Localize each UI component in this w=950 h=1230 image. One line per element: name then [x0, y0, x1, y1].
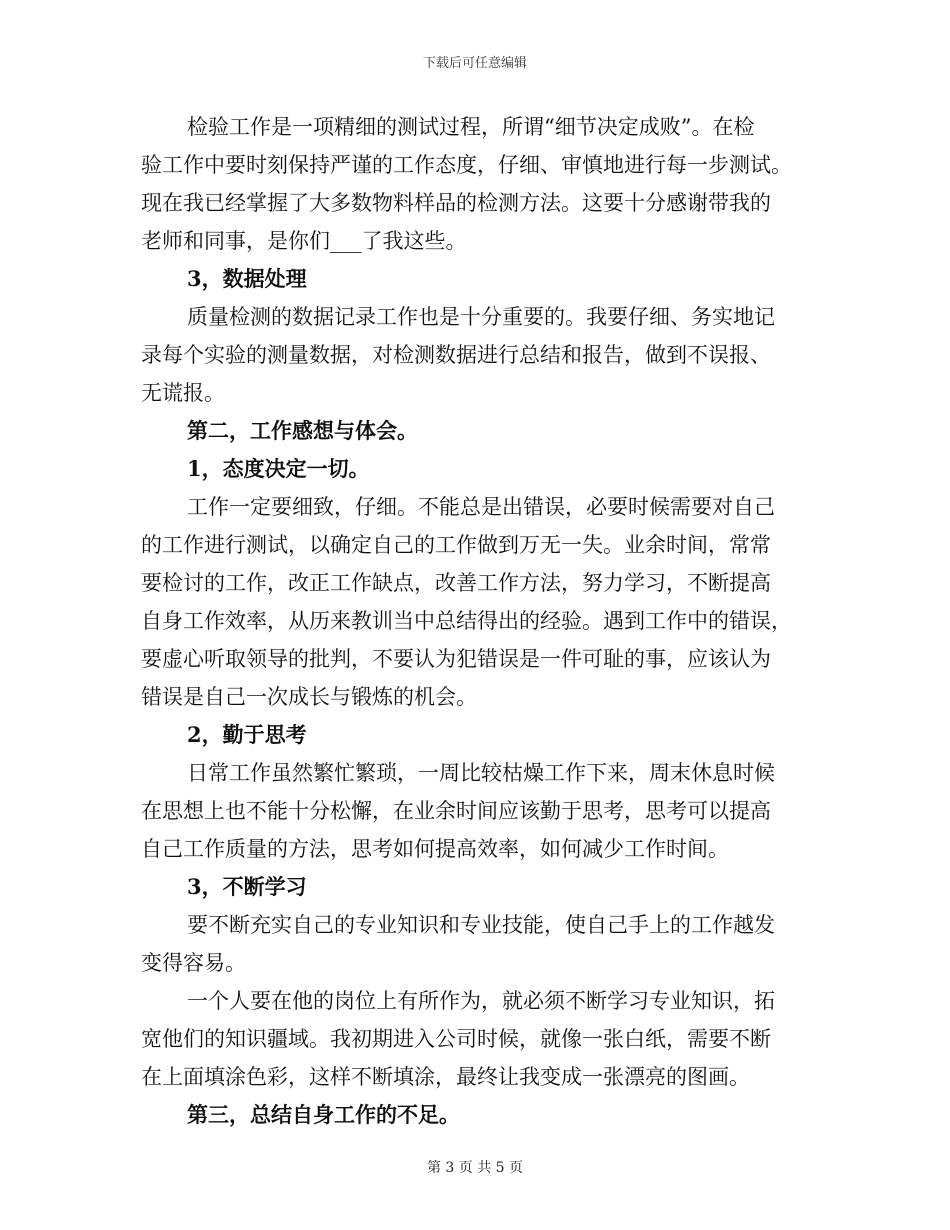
paragraph-line: 宽他们的知识疆域。我初期进入公司时候，就像一张白纸，需要不断 — [141, 1027, 771, 1051]
paragraph-line: 验工作中要时刻保持严谨的工作态度，仔细、审慎地进行每一步测试。 — [141, 153, 792, 177]
paragraph-line: 现在我已经掌握了大多数物料样品的检测方法。这要十分感谢带我的 — [141, 191, 771, 215]
paragraph-line: 变得容易。 — [141, 951, 246, 975]
section-heading: 1，态度决定一切。 — [187, 456, 370, 481]
section-heading: 3，数据处理 — [187, 266, 307, 291]
paragraph-line: 老师和同事，是你们___了我这些。 — [141, 229, 467, 253]
document-body — [141, 108, 809, 1134]
paragraph-line: 在上面填涂色彩，这样不断填涂，最终让我变成一张漂亮的图画。 — [141, 1065, 750, 1089]
section-heading: 2，勤于思考 — [187, 722, 307, 747]
section-heading: 第三，总结自身工作的不足。 — [187, 1102, 460, 1127]
paragraph-line: 自身工作效率，从历来教训当中总结得出的经验。遇到工作中的错误， — [141, 609, 792, 633]
paragraph-line: 在思想上也不能十分松懈，在业余时间应该勤于思考，思考可以提高 — [141, 799, 771, 823]
paragraph-line: 无谎报。 — [141, 381, 225, 405]
paragraph-line: 要检讨的工作，改正工作缺点，改善工作方法，努力学习，不断提高 — [141, 571, 771, 595]
section-heading: 3，不断学习 — [187, 874, 307, 899]
paragraph-line: 自己工作质量的方法，思考如何提高效率，如何减少工作时间。 — [141, 837, 729, 861]
paragraph-line: 错误是自己一次成长与锻炼的机会。 — [141, 685, 477, 709]
paragraph-line: 录每个实验的测量数据，对检测数据进行总结和报告，做到不误报、 — [141, 343, 771, 367]
paragraph-line: 一个人要在他的岗位上有所作为，就必须不断学习专业知识，拓 — [187, 989, 775, 1013]
page-footer: 第 3 页 共 5 页 — [426, 1160, 524, 1176]
page-header: 下载后可任意编辑 — [422, 56, 527, 71]
paragraph-line: 的工作进行测试，以确定自己的工作做到万无一失。业余时间，常常 — [141, 533, 771, 557]
paragraph-line: 质量检测的数据记录工作也是十分重要的。我要仔细、务实地记 — [187, 305, 775, 329]
paragraph-line: 工作一定要细致，仔细。不能总是出错误，必要时候需要对自己 — [187, 495, 775, 519]
section-heading: 第二，工作感想与体会。 — [187, 418, 418, 443]
paragraph-line: 日常工作虽然繁忙繁琐，一周比较枯燥工作下来，周末休息时候 — [187, 761, 775, 785]
paragraph-line: 要虚心听取领导的批判，不要认为犯错误是一件可耻的事，应该认为 — [141, 647, 771, 671]
paragraph-line: 要不断充实自己的专业知识和专业技能，使自己手上的工作越发 — [187, 913, 775, 937]
paragraph-line: 检验工作是一项精细的测试过程，所谓“细节决定成败”。在检 — [187, 115, 755, 139]
